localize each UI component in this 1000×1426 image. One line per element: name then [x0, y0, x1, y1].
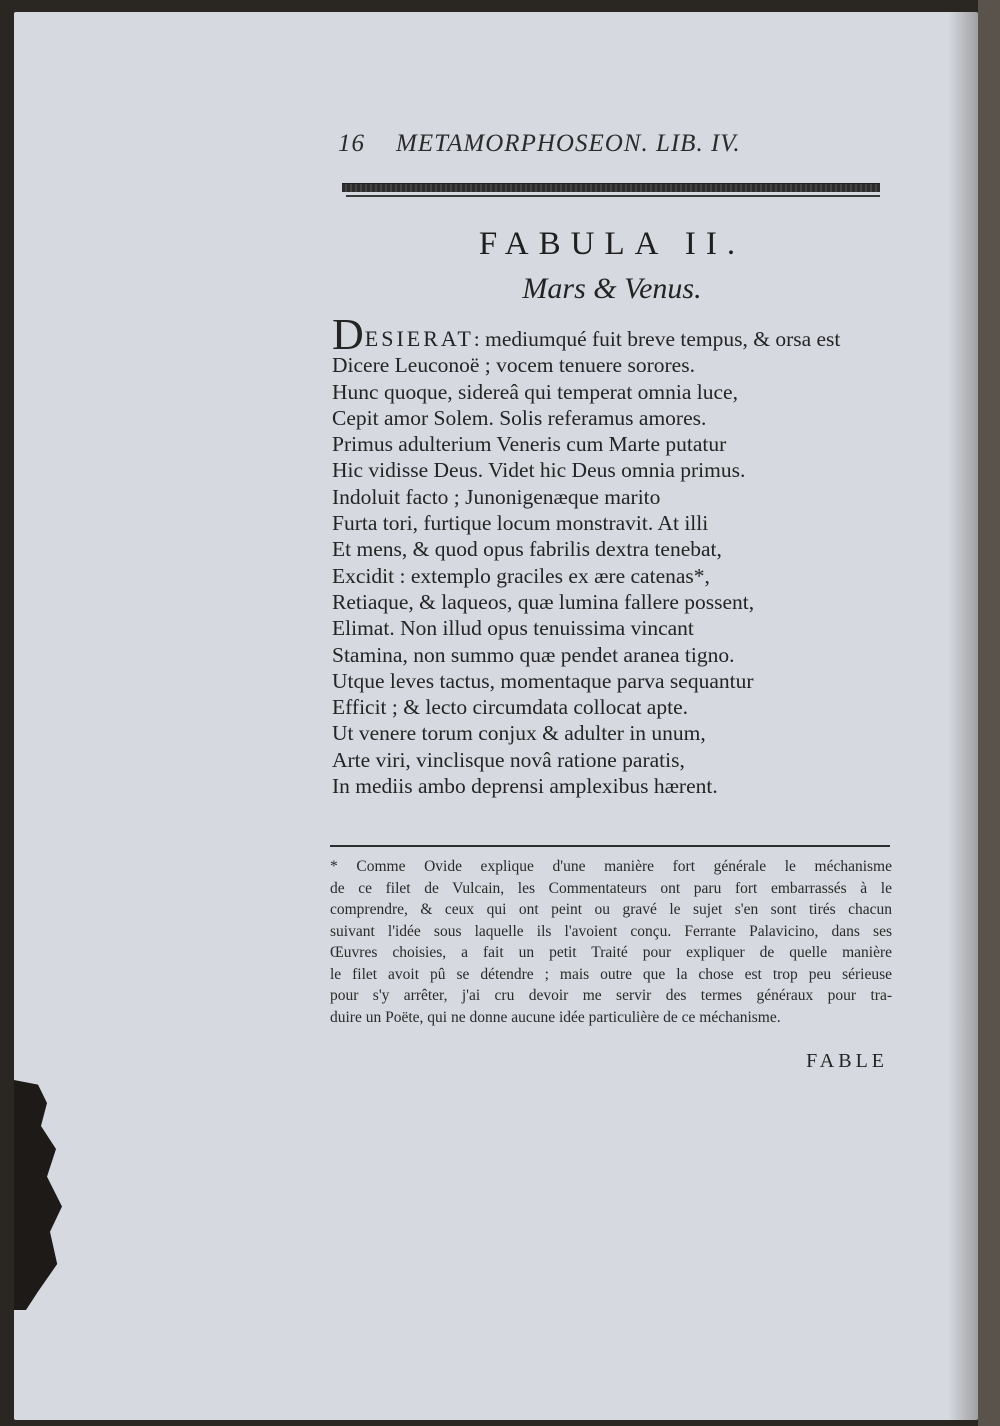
first-word: ESIERAT — [364, 326, 474, 351]
poem-line: Primus adulterium Veneris cum Marte putatur — [332, 432, 727, 457]
footnote — [330, 856, 892, 1028]
poem-line: Cepit amor Solem. Solis referamus amores. — [332, 405, 707, 430]
page-number: 16 — [338, 130, 365, 157]
fable-subtitle: Mars & Venus. — [522, 272, 702, 305]
running-title: METAMORPHOSEON. LIB. IV. — [396, 130, 741, 157]
header-rule-thick — [342, 183, 880, 192]
gutter-shadow — [948, 12, 978, 1420]
footnote-line: comprendre, & ceux qui ont peint ou gravé le sujet s'en sont tirés chacun — [330, 901, 892, 918]
poem-line: Retiaque, & laqueos, quæ lumina fallere possent, — [332, 589, 755, 614]
poem-line: Excidit : extemplo graciles ex ære catenas*, — [332, 563, 710, 588]
poem-line: Hunc quoque, sidereâ qui temperat omnia luce, — [332, 379, 738, 404]
footnote-line: * Comme Ovide explique d'une manière fort générale le méchanisme — [330, 858, 892, 875]
fable-title: FABULA II. — [478, 226, 746, 262]
first-line-rest: : mediumqué fuit breve tempus, & orsa est — [473, 327, 841, 351]
drop-cap: D — [332, 310, 364, 359]
poem-line: Ut venere torum conjux & adulter in unum, — [332, 721, 706, 746]
poem-line: Et mens, & quod opus fabrilis dextra tenebat, — [332, 537, 722, 562]
poem-line: Dicere Leuconoë ; vocem tenuere sorores. — [332, 353, 695, 378]
footnote-line: duire un Poëte, qui ne donne aucune idée particulière de ce méchanisme. — [330, 1008, 781, 1026]
footnote-line: suivant l'idée sous laquelle ils l'avoient conçu. Ferrante Palavicino, dans ses — [330, 922, 892, 940]
footnote-line: pour s'y arrêter, j'ai cru devoir me servir des termes généraux pour tra- — [330, 987, 892, 1004]
poem-line: Utque leves tactus, momentaque parva sequantur — [332, 668, 754, 693]
poem-line: Hic vidisse Deus. Videt hic Deus omnia primus. — [332, 458, 746, 483]
poem-text — [332, 310, 892, 799]
poem-line: In mediis ambo deprensi amplexibus hærent. — [332, 774, 718, 799]
poem-first-line — [332, 310, 892, 359]
poem-line: Furta tori, furtique locum monstravit. At illi — [332, 511, 709, 536]
header-rule-thin — [346, 195, 880, 197]
poem-line: Elimat. Non illud opus tenuissima vincant — [332, 616, 694, 641]
footnote-line: le filet avoit pû se détendre ; mais outre que la chose est trop peu sérieuse — [330, 965, 892, 983]
footnote-line: Œuvres choisies, a fait un petit Traité pour expliquer de quelle manière — [330, 944, 892, 961]
catchword: FABLE — [806, 1050, 888, 1072]
poem-line: Arte viri, vinclisque novâ ratione paratis, — [332, 747, 685, 772]
footnote-rule — [330, 845, 890, 847]
running-header — [338, 130, 878, 158]
footnote-line: de ce filet de Vulcain, les Commentateurs ont paru fort embarrassés à le — [330, 879, 892, 897]
poem-line: Efficit ; & lecto circumdata collocat apte. — [332, 695, 688, 720]
poem-line: Indoluit facto ; Junonigenæque marito — [332, 484, 661, 509]
binding-edge — [978, 0, 1000, 1426]
poem-line: Stamina, non summo quæ pendet aranea tigno. — [332, 642, 735, 667]
